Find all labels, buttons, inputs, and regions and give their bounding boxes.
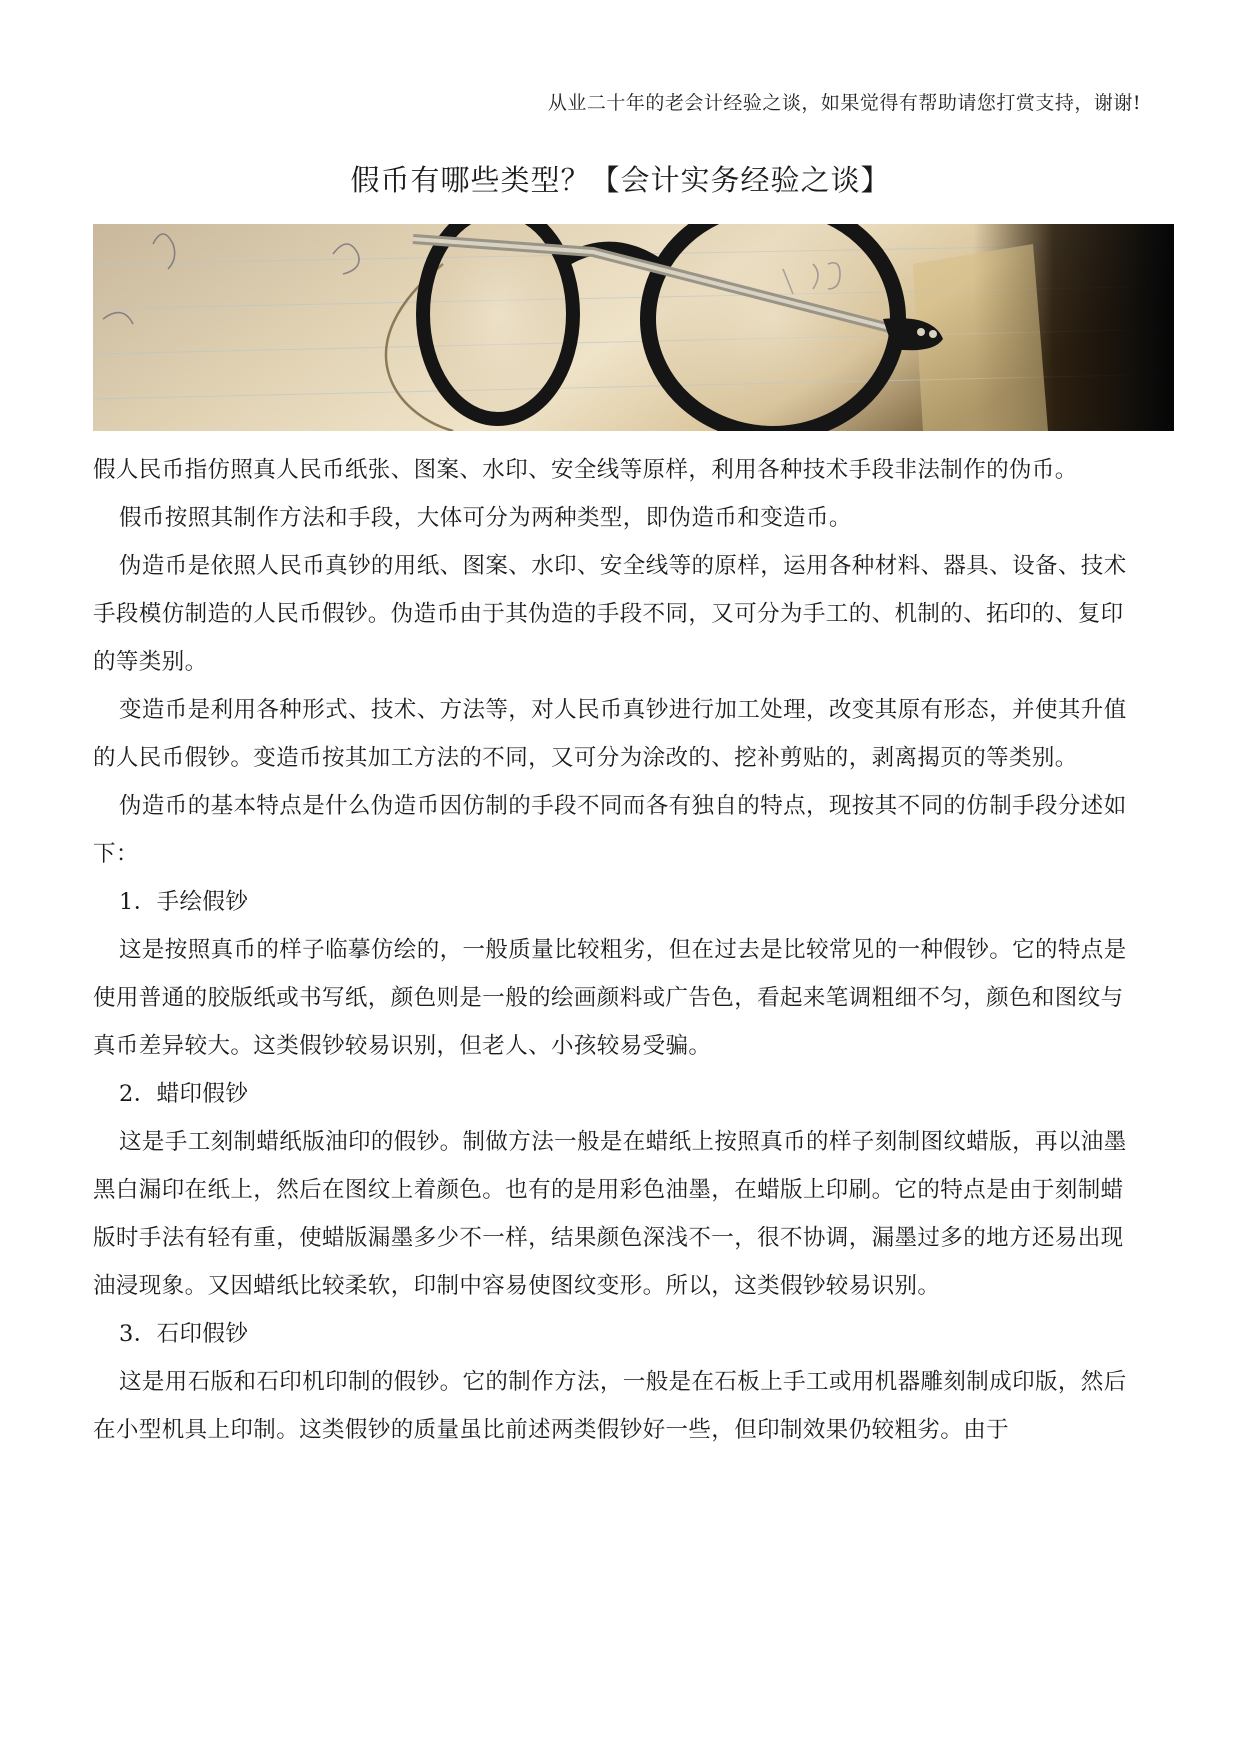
header-note: 从业二十年的老会计经验之谈，如果觉得有帮助请您打赏支持，谢谢! (547, 92, 1141, 114)
article-body (93, 446, 1143, 1454)
paragraph: 这是按照真币的样子临摹仿绘的，一般质量比较粗劣，但在过去是比较常见的一种假钞。它的特点是使用普通的胶版纸或书写纸，颜色则是一般的绘画颜料或广告色，看起来笔调粗细不匀，颜色和图纹与真币差异较大。这类假钞较易识别，但老人、小孩较易受骗。 (93, 937, 1127, 1059)
paragraph: 假人民币指仿照真人民币纸张、图案、水印、安全线等原样，利用各种技术手段非法制作的伪币。 (93, 457, 1078, 483)
banner-image (93, 224, 1174, 431)
section-heading: 2．蜡印假钞 (119, 1081, 249, 1107)
paragraph: 变造币是利用各种形式、技术、方法等，对人民币真钞进行加工处理，改变其原有形态，并使其升值的人民币假钞。变造币按其加工方法的不同，又可分为涂改的、挖补剪贴的，剥离揭页的等类别。 (93, 697, 1127, 771)
paragraph: 假币按照其制作方法和手段，大体可分为两种类型，即伪造币和变造币。 (119, 505, 852, 531)
paragraph: 伪造币是依照人民币真钞的用纸、图案、水印、安全线等的原样，运用各种材料、器具、设备、技术手段模仿制造的人民币假钞。伪造币由于其伪造的手段不同，又可分为手工的、机制的、拓印的、复印的等类别。 (93, 553, 1127, 675)
paragraph: 这是手工刻制蜡纸版油印的假钞。制做方法一般是在蜡纸上按照真币的样子刻制图纹蜡版，再以油墨黑白漏印在纸上，然后在图纹上着颜色。也有的是用彩色油墨，在蜡版上印刷。它的特点是由于刻制蜡版时手法有轻有重，使蜡版漏墨多少不一样，结果颜色深浅不一，很不协调，漏墨过多的地方还易出现油浸现象。又因蜡纸比较柔软，印制中容易使图纹变形。所以，这类假钞较易识别。 (93, 1129, 1127, 1299)
section-heading: 3．石印假钞 (119, 1321, 249, 1347)
paragraph: 这是用石版和石印机印制的假钞。它的制作方法，一般是在石板上手工或用机器雕刻制成印版，然后在小型机具上印制。这类假钞的质量虽比前述两类假钞好一些，但印制效果仍较粗劣。由于 (93, 1369, 1127, 1443)
page-title: 假币有哪些类型？【会计实务经验之谈】 (350, 163, 891, 197)
section-heading: 1．手绘假钞 (119, 889, 249, 915)
paragraph: 伪造币的基本特点是什么伪造币因仿制的手段不同而各有独自的特点，现按其不同的仿制手段分述如下： (93, 793, 1127, 867)
